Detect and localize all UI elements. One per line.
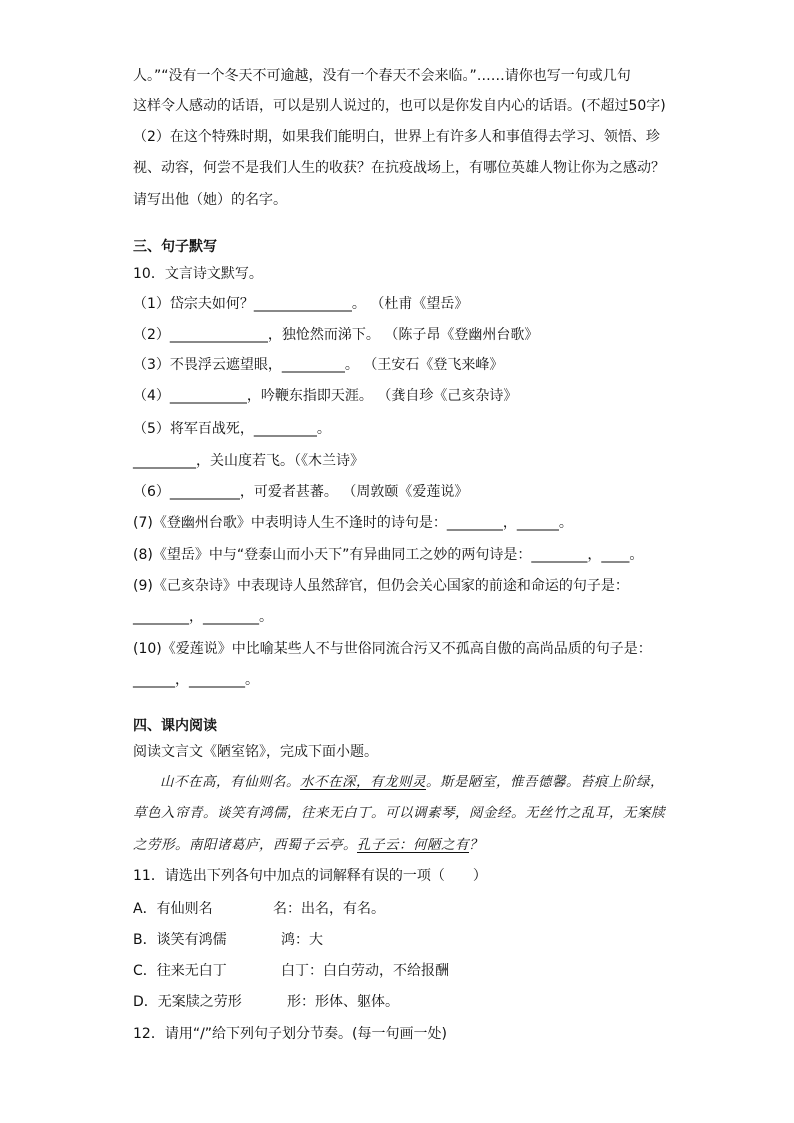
passage-text: 山不在高，有仙则名。 [160, 774, 300, 790]
q10-item-9: (9)《己亥杂诗》中表现诗人虽然辞官，但仍会关心国家的前途和命运的句子是： [133, 578, 629, 594]
option-b-note: 鸿：大 [281, 932, 323, 948]
passage-underlined-text: 孔子云：何陋之有 [357, 837, 469, 853]
q10-item-3: （3）不畏浮云遮望眼，_________。 （王安石《登飞来峰》 [133, 357, 504, 373]
option-a-note: 名：出名，有名。 [273, 901, 385, 917]
passage-text: 之劳形。南阳诸葛庐，西蜀子云亭。 [133, 837, 357, 853]
q10-item-2: （2）______________，独怆然而涕下。 （陈子昂《登幽州台歌》 [133, 327, 539, 343]
q10-item-10-answer: ______，________。 [133, 672, 259, 688]
reading-instruction: 阅读文言文《陋室铭》，完成下面小题。 [133, 744, 378, 760]
question-10: 10．文言诗文默写。 [133, 266, 263, 282]
option-d-text: D．无案牍之劳形 [133, 994, 242, 1010]
question-11: 11．请选出下列各句中加点的词解释有误的一项（ ） [133, 868, 487, 884]
q10-item-4: （4）___________，吟鞭东指即天涯。 （龚自珍《己亥杂诗》 [133, 388, 518, 404]
q10-item-7: (7)《登幽州台歌》中表明诗人生不逢时的诗句是：________，______。 [133, 515, 573, 531]
option-b [133, 930, 323, 950]
section-4-heading: 四、课内阅读 [133, 718, 217, 734]
intro-line-1: 人。”“没有一个冬天不可逾越，没有一个春天不会来临。”……请你也写一句或几句 [133, 68, 631, 84]
passage-line-2: 草色入帘青。谈笑有鸿儒，往来无白丁。可以调素琴，阅金经。无丝竹之乱耳，无案牍 [133, 805, 665, 821]
option-d [133, 992, 399, 1012]
option-c-text: C．往来无白丁 [133, 963, 227, 979]
passage-line-3 [133, 835, 483, 855]
option-c-note: 白丁：白白劳动，不给报酬 [281, 963, 449, 979]
question-12: 12．请用“/”给下列句子划分节奏。(每一句画一处) [133, 1026, 447, 1042]
option-d-note: 形：形体、躯体。 [287, 994, 399, 1010]
option-a-text: A．有仙则名 [133, 901, 213, 917]
passage-text: ？ [469, 837, 483, 853]
intro-line-2: 这样令人感动的话语，可以是别人说过的，也可以是你发自内心的话语。(不超过50字) [133, 98, 666, 114]
q10-item-1: （1）岱宗夫如何？______________。 （杜甫《望岳》 [133, 296, 469, 312]
q10-item-10: (10)《爱莲说》中比喻某些人不与世俗同流合污又不孤高自傲的高尚品质的句子是： [133, 641, 652, 657]
option-c [133, 961, 449, 981]
q10-item-9-answer: ________，________。 [133, 609, 273, 625]
intro-line-5: 请写出他（她）的名字。 [133, 192, 287, 208]
passage-line-1 [160, 772, 664, 792]
option-a [133, 899, 385, 919]
passage-text: 。斯是陋室，惟吾德馨。苔痕上阶绿， [426, 774, 664, 790]
section-3-heading: 三、句子默写 [133, 239, 217, 255]
q10-item-5-cont: _________，关山度若飞。（《木兰诗》 [133, 453, 364, 469]
intro-line-3: （2）在这个特殊时期，如果我们能明白，世界上有许多人和事值得去学习、领悟、珍 [133, 129, 660, 145]
q10-item-6: （6）__________，可爱者甚蕃。 （周敦颐《爱莲说》 [133, 484, 469, 500]
option-b-text: B．谈笑有鸿儒 [133, 932, 227, 948]
q10-item-8: (8)《望岳》中与“登泰山而小天下”有异曲同工之妙的两句诗是：________，____。 [133, 547, 644, 563]
passage-underlined-text: 水不在深，有龙则灵 [300, 774, 426, 790]
intro-line-4: 视、动容，何尝不是我们人生的收获？在抗疫战场上，有哪位英雄人物让你为之感动？ [133, 160, 665, 176]
q10-item-5: （5）将军百战死，_________。 [133, 421, 331, 437]
